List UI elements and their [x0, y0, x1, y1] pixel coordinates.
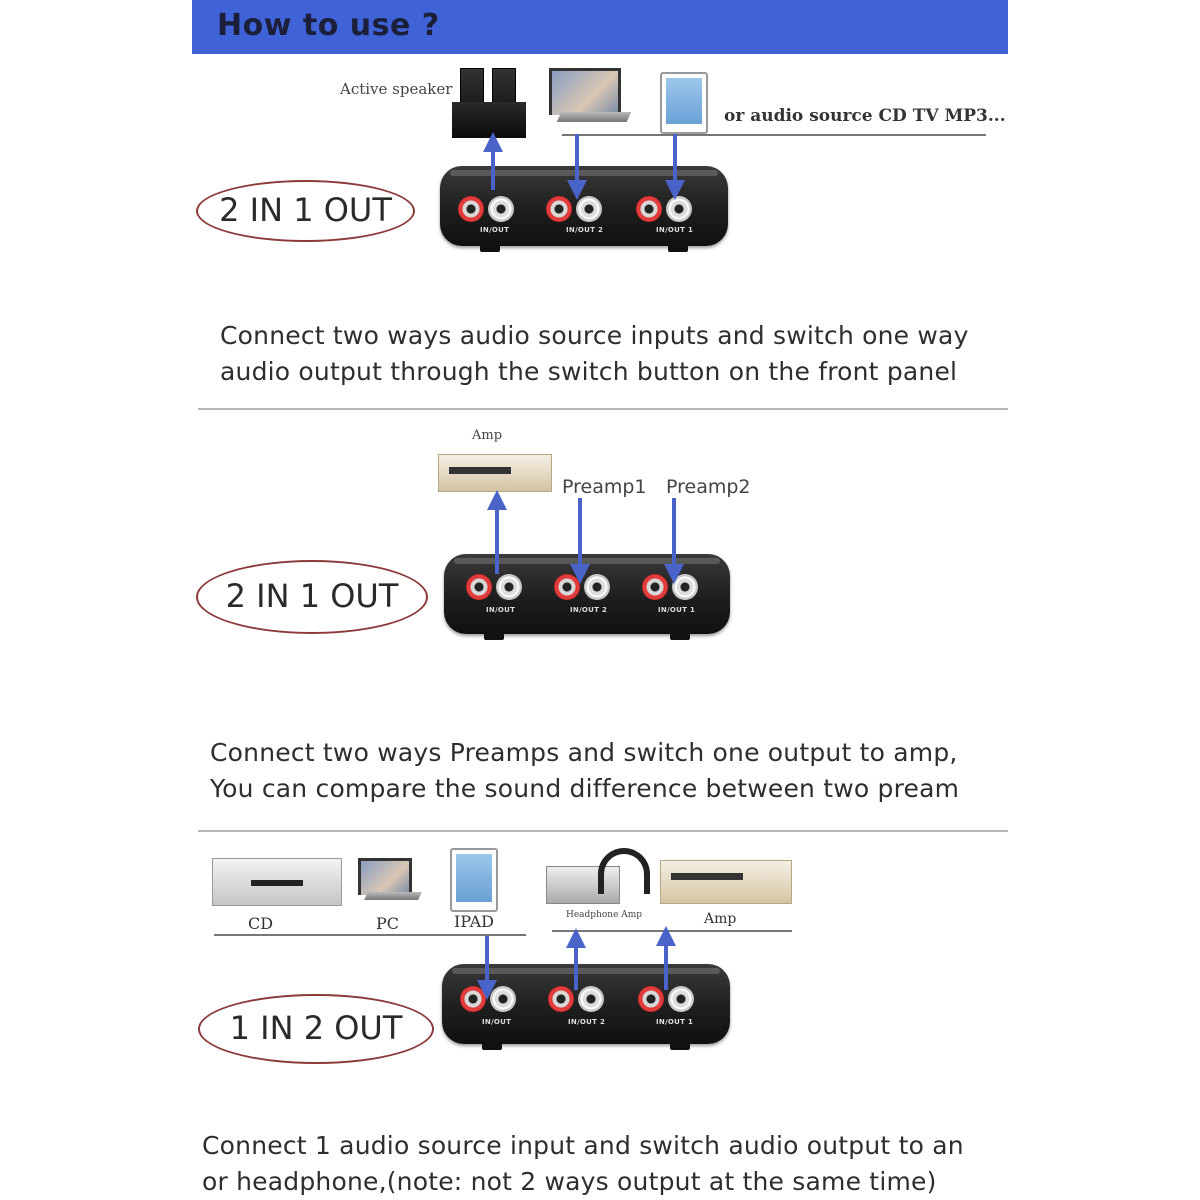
port-label: IN/OUT 1	[656, 226, 694, 234]
port-label: IN/OUT 2	[568, 1018, 606, 1026]
port-label: IN/OUT	[480, 226, 510, 234]
label-preamp2: Preamp2	[666, 476, 751, 498]
label-amp: Amp	[472, 428, 503, 443]
label-active-speaker: Active speaker	[340, 80, 453, 98]
description: Connect two ways Preamps and switch one output to amp, You can compare the sound difference between two pream	[210, 738, 960, 803]
mode-badge: 1 IN 2 OUT	[198, 994, 434, 1064]
port-label: IN/OUT 1	[658, 606, 696, 614]
port-label: IN/OUT 2	[570, 606, 608, 614]
label-pc: PC	[376, 914, 400, 933]
page-title: How to use ?	[217, 8, 440, 43]
port-label: IN/OUT	[486, 606, 516, 614]
port-label: IN/OUT 2	[566, 226, 604, 234]
port-label: IN/OUT	[482, 1018, 512, 1026]
label-headphone-amp: Headphone Amp	[566, 910, 643, 920]
port-label: IN/OUT 1	[656, 1018, 694, 1026]
mode-badge: 2 IN 1 OUT	[196, 560, 428, 634]
mode-badge: 2 IN 1 OUT	[196, 180, 415, 242]
description: Connect two ways audio source inputs and switch one way audio output through the switch button on the front panel	[220, 321, 969, 386]
label-preamp1: Preamp1	[562, 476, 647, 498]
label-cd: CD	[248, 914, 274, 933]
label-ipad: IPAD	[454, 912, 494, 931]
label-amp: Amp	[704, 911, 737, 927]
description: Connect 1 audio source input and switch audio output to an or headphone,(note: not 2 ways output at the same time)	[202, 1131, 964, 1196]
label-audio-source: or audio source CD TV MP3...	[724, 106, 1006, 126]
